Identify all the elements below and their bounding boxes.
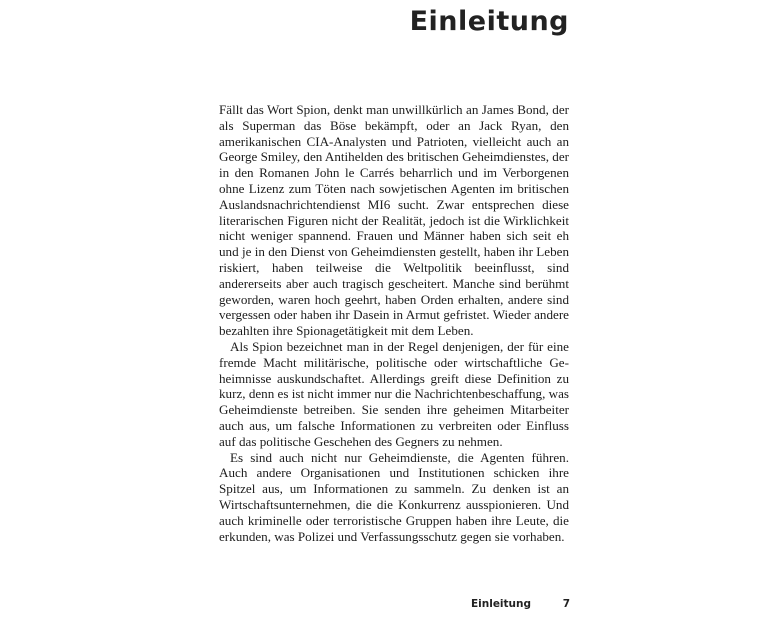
paragraph-2: Als Spion bezeichnet man in der Regel denjenigen, der für eine fremde Macht militärische, politische oder wirtschaftliche Geheimnisse auskundschaftet. Allerdings greift diese Definition zu kurz, denn es ist nicht immer nur die Nachrichtenbeschaffung, was Geheimdienste betreiben. Sie senden ihre geheimen Mitarbeiter auch aus, um falsche Informationen zu verbreiten oder Einfluss auf das politische Geschehen des Gegners zu nehmen. (219, 338, 569, 449)
body-text (219, 102, 569, 544)
chapter-title: Einleitung (409, 6, 569, 37)
running-head: Einleitung (470, 598, 532, 610)
page-footer (471, 598, 570, 610)
page-number: 7 (562, 598, 570, 610)
paragraph-3: Es sind auch nicht nur Geheimdienste, die Agenten führen. Auch andere Organisationen und Institutionen schicken ihre Spitzel aus, um Informationen zu sammeln. Zu denken ist an Wirtschaftsunternehmen, die die Konkurrenz ausspionieren. Und auch kriminelle oder terroristische Gruppen haben ihre Leute, die erkunden, was Polizei und Verfassungsschutz gegen sie vorhaben. (219, 449, 569, 544)
paragraph-1: Fällt das Wort Spion, denkt man unwillkürlich an James Bond, der als Superman das Böse bekämpft, oder an Jack Ryan, den amerikanischen CIA-Analysten und Patrioten, vielleicht auch an George Smiley, den Antihelden des britischen Geheimdienstes, der in den Romanen John le Carrés beharrlich und im Verborgenen ohne Lizenz zum Töten nach sowjetischen Agenten im britischen Auslandsnachrichtendienst MI6 sucht. Zwar entsprechen diese literarischen Figuren nicht der Realität, jedoch ist die Wirklichkeit nicht weniger spannend. Frauen und Männer haben sich seit eh und je in den Dienst von Geheimdiensten gestellt, haben ihr Leben riskiert, haben teilweise die Weltpolitik beeinflusst, sind andererseits aber auch tragisch gescheitert. Manche sind berühmt geworden, waren hoch geehrt, haben Orden erhalten, andere sind vergessen oder haben ihr Dasein in Armut gefristet. Wieder andere bezahlten ihre Spionagetätigkeit mit dem Leben. (219, 102, 569, 339)
